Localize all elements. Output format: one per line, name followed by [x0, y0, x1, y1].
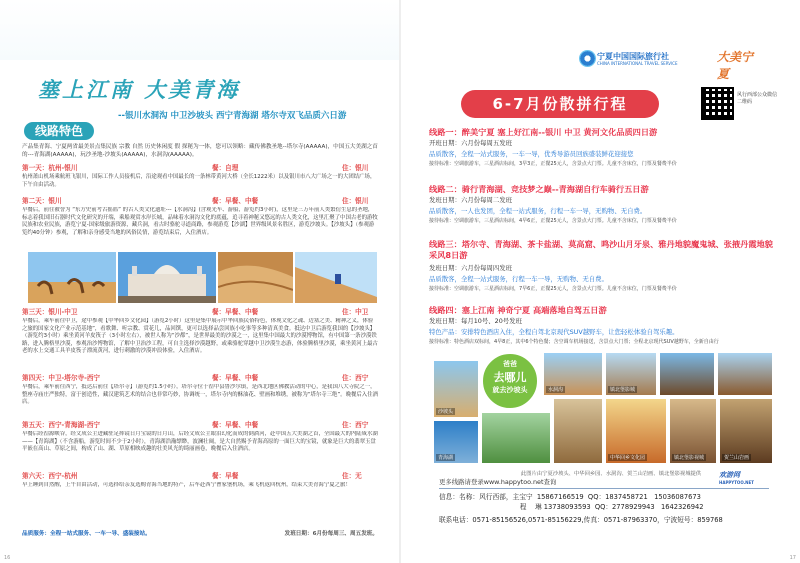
- schedule-banner: 6-7月份散拼行程: [461, 90, 659, 118]
- day-4-header: [22, 373, 378, 383]
- day-2-stay: 住：银川: [342, 197, 369, 205]
- route-3-depart: 发班日期：六月份每周四发班: [429, 264, 513, 272]
- tv-show-badge: [481, 352, 539, 410]
- contact-line-2: 程 琳 13738093593 QQ：2778929943 1642326942: [439, 503, 704, 511]
- cits-logo-icon: [579, 50, 596, 67]
- collage-label-2: 水洞沟: [548, 387, 564, 393]
- badge-line-1: 爸爸: [503, 360, 517, 368]
- divider: [439, 488, 769, 489]
- day-6-body: 早上睡到自然醒，上午自由活动，可选择给亲友选购青海当地的特产，后车赴西宁曹家堡机场，乘飞机返回杭州，结束大美青海宁夏之旅！: [22, 482, 351, 488]
- route-1-note: 接待标准：空调旅游车，三星酒店标间，3早3正，正餐25元人，含景点大门票。儿童不含床位，门票及餐费半价: [429, 161, 677, 167]
- day-2-title: 第二天：银川: [22, 197, 62, 205]
- collage-label-3: 镇北堡影城: [610, 387, 636, 393]
- collage-tile-11: [719, 398, 773, 464]
- day-4-stay: 住：西宁: [342, 374, 369, 382]
- collage-label-1: 沙坡头: [438, 409, 454, 415]
- route-2-depart: 发班日期：六月份每周二发班: [429, 196, 513, 204]
- happytoo-logo-sub: HAPPYTOO.NET: [719, 480, 754, 485]
- happytoo-logo-text: 欢游网: [719, 471, 740, 479]
- contact-line-1: 信息：名称：风行西部，主宝宁 15867166519 QQ：1837458721 15036087673: [439, 493, 701, 501]
- left-page: [0, 0, 399, 563]
- website-line[interactable]: 更多线路请登录www.happytoo.net查询: [439, 478, 557, 486]
- day-5-header: [22, 420, 378, 430]
- photo-camels: [28, 252, 116, 303]
- departure-dates: 发班日期：6月份每周三、周五发班。: [284, 531, 378, 537]
- route-1-depart: 开班日期：六月份每周五发班: [429, 139, 513, 147]
- page-number-right: 17: [789, 555, 796, 561]
- contact-phone: 联系电话：0571-85156526,0571-85156229,传真：0571-87963370，宁波短号：859768: [439, 516, 723, 524]
- section-label: 线路特色: [24, 122, 94, 140]
- photo-collage: [433, 352, 773, 467]
- day-6-title: 第六天：西宁-杭州: [22, 472, 78, 480]
- day-3-header: [22, 307, 378, 317]
- right-page: [401, 0, 800, 563]
- route-3-note: 接待标准：空调旅游车，三星酒店标间，7早6正，正餐25元人，含景点大门票。儿童不含床位，门票及餐费半价: [429, 286, 677, 292]
- route-3-quality: 品质散客，全程一站式服务，行程一车一导，无购物、无自费。: [429, 275, 608, 283]
- collage-tile-10: [669, 398, 717, 464]
- badge-line-2: 去哪儿: [493, 371, 527, 384]
- happytoo-logo: [719, 470, 771, 488]
- route-2-title: 线路二：骑行青海湖、竞技梦之巅--青海湖自行车骑行五日游: [429, 184, 649, 194]
- day-5-stay: 住：西宁: [342, 421, 369, 429]
- collage-tile-7: [481, 412, 551, 464]
- badge-line-3: 就去沙坡头: [492, 386, 528, 394]
- route-2-quality: 品质散客，一人也发团，全程一站式服务，行程一车一导，无购物、无自费。: [429, 207, 647, 215]
- day-3-title: 第三天：银川-中卫: [22, 308, 78, 316]
- collage-label-6: 镇北堡影视城: [674, 455, 705, 461]
- page-subtitle: --银川水洞沟 中卫沙坡头 西宁青海湖 塔尔寺双飞品质六日游: [118, 111, 347, 121]
- collage-label-7: 贺兰山岩画: [724, 455, 750, 461]
- day-3-stay: 住：中卫: [342, 308, 369, 316]
- route-4-note: 接待标准：特色酒店双标间，4早8正，其中6个特色餐；含空调车机场接送，含景点大门票；全程北京现代SUV越野车，全新自由行: [429, 339, 719, 345]
- route-3-title: 线路三：塔尔寺、青海湖、茶卡盐湖、莫高窟、鸣沙山月牙泉、雅丹地貌魔鬼城、张掖丹霞地貌采风8日游: [429, 239, 773, 260]
- collage-tile-1: [433, 360, 479, 418]
- day-5-meal: 餐：早餐、中餐: [212, 421, 259, 429]
- page-title: 塞上江南 大美青海: [38, 77, 241, 102]
- day-1-stay: 住：银川: [342, 164, 369, 172]
- intro-paragraph: 产品集青海、宁夏两省最美景点集民族 宗教 自然 历史休闲度 假 探秘为一体，您可以领略：藏传佛教圣地--塔尔寺(AAAAA)，中国五大美湖之首的---青海湖(AAAAA)，玩沙圣地-沙坡头(AAAAA)，水洞沟(AAAAA)。: [22, 144, 378, 159]
- day-6-header: [22, 471, 378, 481]
- route-4-depart: 发班日期：每月10号、20号发班: [429, 317, 522, 325]
- day-2-header: [22, 196, 378, 206]
- left-header-band: [0, 0, 399, 60]
- day-1-header: [22, 163, 378, 173]
- page-number-left: 16: [4, 555, 11, 561]
- day-3-meal: 餐：早餐、中餐: [212, 308, 259, 316]
- day-1-title: 第一天：杭州-银川: [22, 164, 78, 172]
- service-note: [22, 529, 378, 539]
- day-6-meal: 餐：早餐: [212, 472, 239, 480]
- day-2-body: 早餐后，前往被誉为 “东方史前考古摇篮” 的古人类文化遗址---【水洞沟】(含观光车、游船，游览约3小时)，这里是三万年前人类繁衍生息的圣地，标志着我国旧石器时代文化研究的开端，乘船观赏水岸长城，品味着水洞沟文化的底蕴，追寻着神秘又悠远的古人类文化，这里汇聚了中国古老的游牧民族和农业民族，游览宁夏-国家级旅游资源，藏兵洞，看古时骆驼寻道商路，参观游览【沙湖】世界级风景名胜区，游览沙坡头。【沙坡头】（参观游览约40分钟）参观，了解和亲身感受当地的风俗民情，游览结束后，入住酒店。: [22, 207, 378, 236]
- collage-tile-9: [605, 398, 667, 464]
- day-4-meal: 餐：早餐、中餐: [212, 374, 259, 382]
- day-5-title: 第五天：西宁-青海湖-西宁: [22, 421, 101, 429]
- qr-caption: 风行西部公众微信二维码: [737, 92, 778, 105]
- route-1-quality: 品质散客，全程一站式服务，一车一导，优秀导游员回族盛装鲜花迎接您: [429, 150, 634, 158]
- route-1-title: 线路一：醉美宁夏 塞上好江南--银川 中卫 黄河文化品质四日游: [429, 127, 658, 137]
- day-2-meal: 餐：早餐、中餐: [212, 197, 259, 205]
- org-name: 宁夏中国国际旅行社: [597, 52, 669, 61]
- photo-dunes: [218, 252, 293, 303]
- org-name-en: CHINA INTERNATIONAL TRAVEL SERVICE: [597, 61, 678, 66]
- brand-logo: 大美宁夏: [717, 50, 754, 81]
- collage-label-5: 中华回乡文化园: [610, 455, 646, 461]
- route-4-quality: 特色产品：安排特色酒店入住，全程自驾北京现代SUV越野车，让您轻松体验自驾乐趣。: [429, 328, 679, 336]
- photo-credit: 此图片由宁夏沙坡头、中华回乡园、水洞沟、贺兰山岩画、镇北堡影视城提供: [521, 471, 702, 477]
- day-3-body: 早餐后，乘车前往中卫，途中参观【中华回乡文化园】（游览2小时）这里是集中展示中华回族民俗特色，体现文化之魂、边塞之美、精神之义，体验之旅的国家文化产业示范基地”，看歌舞、听宗教、赏花儿，品回馔，更可以选择品尝回族小吃事等多种清真美食。抵达中卫后游览我国的【沙坡头】（游览约3小时）乘坐黄河羊皮筏子（3小时左右），被世人称为“沙都”，是世界最美的沙漠之一，这里集中国最大的沙漠博物馆，有中国第一条沙漠铁路，进入腾格里沙漠，参观治沙博物馆，了解中卫治沙工程，可自主选择沙漠越野，或乘骆驼穿越中卫沙漠生态游，体验腾格里沙漠，乘坐黄河上最古老的水上交通工具羊皮筏子漂流黄河，进行刺激的沙漠冲浪体验，入住酒店。: [22, 318, 378, 355]
- collage-tile-6: [433, 420, 479, 464]
- route-2-note: 接待标准：空调旅游车，三星酒店标间，4早6正，正餐25元人，含景点大门票。儿童不含床位，门票及餐费半价: [429, 218, 677, 224]
- day-1-meal: 餐：自理: [212, 164, 239, 172]
- collage-label-4: 青海湖: [438, 455, 454, 461]
- collage-tile-4: [659, 352, 715, 396]
- service-quality: 品质服务：全程一站式服务、一车一导、盛装接站。: [22, 531, 151, 537]
- day-5-body: 早餐后经湟源峡谷，经文成公主进藏驻足摔镜日月宝镜的日月山，后经文成公主眼泪幻化而成的倒淌河，赴中国五大美湖之首，全国最大的内陆咸水湖——【青海湖】（不含游船，游览时间不少于2小时），青海湖浩瀚缥缈，波澜壮阔，是大自然赐予青海高原的一面巨大的宝镜，就象是巨大的翡翠玉盘平嵌在高山、草原之间，构成了山、湖、草原相映成趣的壮美风光的绮丽画卷，晚餐后入住酒店。: [22, 431, 378, 453]
- day-6-stay: 住：无: [342, 472, 362, 480]
- collage-tile-2: [543, 352, 603, 396]
- collage-tile-3: [605, 352, 657, 396]
- qr-code-icon: [701, 87, 734, 120]
- collage-tile-8: [553, 398, 603, 464]
- day-1-body: 杭州萧山机场乘航班飞银川，国际工作人员接机后，沿途观看中国最长的一条林带黄河大桥（全长1222米）以及银川市八大广场之一的大团结广场，下午自由活动。: [22, 174, 376, 188]
- collage-tile-5: [717, 352, 773, 396]
- photo-palace: [118, 252, 216, 303]
- photo-sand-surf: [295, 252, 377, 303]
- day-4-body: 早餐后，乘车前往西宁，抵达后前往【塔尔寺】（游览约1.5小时），塔尔寺位于湟中县鲁沙尔镇，是西北地区佛教活动的中心，是我国八大寺院之一，整座寺庙庄严独特，富于创造性，藏汉建筑艺术的结合也非常巧妙，协调统一，塔尔寺内的酥油花、壁画和堆绣，被称为“塔尔寺三绝”。晚餐后入住酒店。: [22, 384, 378, 406]
- day-4-title: 第四天：中卫-塔尔寺-西宁: [22, 374, 101, 382]
- route-4-title: 线路四：塞上江南 神奇宁夏 高端落地自驾五日游: [429, 305, 607, 315]
